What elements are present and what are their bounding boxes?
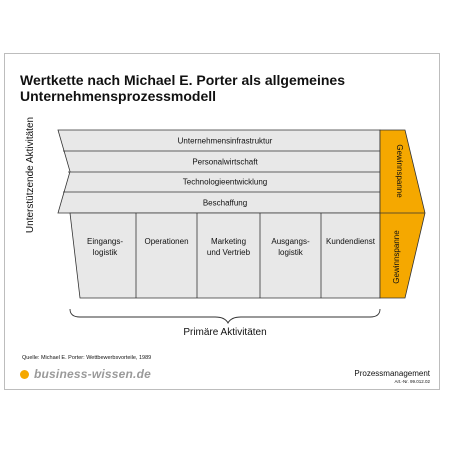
primary-activity-label: logistik xyxy=(278,248,303,257)
support-row-label: Beschaffung xyxy=(202,198,248,208)
category-label: Prozessmanagement xyxy=(354,369,430,378)
primary-brace xyxy=(70,309,380,323)
source-note: Quelle: Michael E. Porter: Wettbewerbsvorteile, 1989 xyxy=(22,355,152,361)
brand-dot-icon xyxy=(20,370,29,379)
brand-logo xyxy=(20,367,151,381)
primary-activity-label: Operationen xyxy=(144,237,189,246)
support-row-label: Unternehmensinfrastruktur xyxy=(177,136,273,146)
primary-activity-label: logistik xyxy=(92,248,118,257)
primary-activity-label: Marketing xyxy=(210,237,247,246)
article-number: Art.-Nr. 99.012.02 xyxy=(394,379,430,384)
primary-activity-label: Eingangs- xyxy=(86,237,124,246)
primary-activity-label: Kundendienst xyxy=(326,237,375,246)
primary-activity-label: und Vertrieb xyxy=(206,248,251,257)
support-row-label: Personalwirtschaft xyxy=(192,157,258,167)
support-axis-label: Unterstützende Aktivitäten xyxy=(25,116,36,234)
primary-activity-label: Ausgangs- xyxy=(271,237,310,246)
support-row-label: Technologieentwicklung xyxy=(182,177,268,187)
margin-label: Gewinnspanne xyxy=(392,230,401,284)
diagram-title: Wertkette nach Michael E. Porter als allgemeines Unternehmensprozessmodell xyxy=(20,72,345,104)
brand-text: business-wissen.de xyxy=(34,367,151,381)
margin-label: Gewinnspanne xyxy=(395,144,404,198)
primary-axis-label: Primäre Aktivitäten xyxy=(183,327,267,338)
